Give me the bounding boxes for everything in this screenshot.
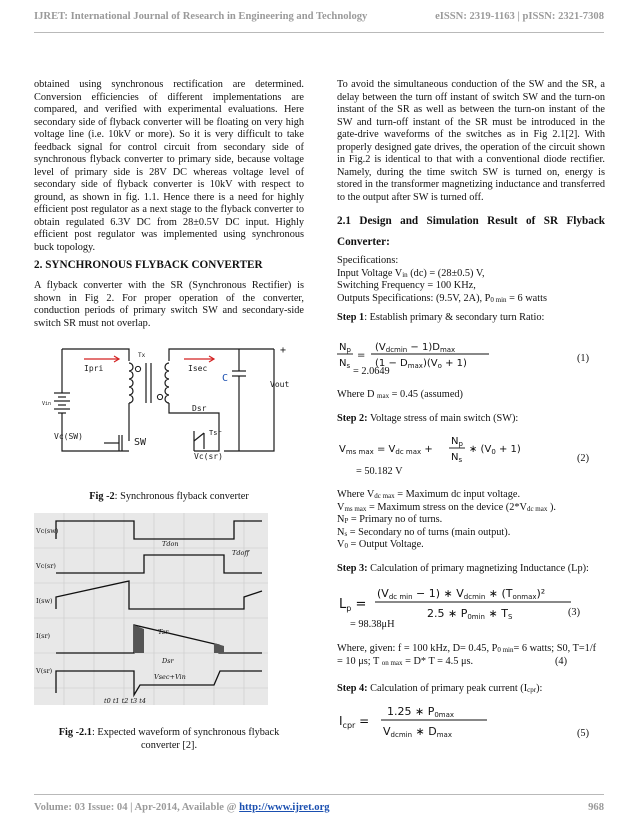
coil-dot-primary bbox=[135, 366, 140, 371]
svg-text:∗ (V0 + 1): ∗ $(V_0 + 1)$ bbox=[469, 444, 521, 456]
svg-text:(Vdc min − 1) ∗ Vdcmin ∗ (Tonm: (Vdc min − 1) ∗ Vdcmin ∗ (Tonmax)² bbox=[377, 587, 546, 601]
svg-text:Icpr =: $I_{cpr}$ = bbox=[339, 714, 370, 730]
vcsr-label: Vc(sr) bbox=[194, 452, 223, 461]
footer-volume: Volume: 03 Issue: 04 | Apr-2014, Available @ http://www.ijret.org bbox=[34, 802, 330, 813]
ipri-label: Ipri bbox=[84, 364, 104, 373]
fig2-caption-text: : Synchronous flyback converter bbox=[114, 491, 249, 502]
svg-text:Vms max = Vdc max +: $V_{ms max} = V_{dc max}$ + bbox=[339, 444, 433, 456]
dsr-wave-label: Dsr bbox=[162, 657, 174, 665]
where-vdc: Where $V_{dc max}$ = Maximum dc input voltage. bbox=[337, 489, 521, 500]
svg-text:Lp =: $L_p$ = bbox=[339, 597, 367, 613]
row-label-2: I(sw) bbox=[36, 597, 53, 605]
eq2-number: (2) bbox=[577, 453, 590, 464]
tx-label: Tx bbox=[138, 352, 146, 359]
fig21-caption bbox=[48, 727, 290, 752]
svg-text:Np: $N_p$ bbox=[451, 436, 463, 448]
row-label-1: Vc(sr) bbox=[36, 562, 56, 570]
where-np: $N_P$ = Primary no of turns. bbox=[337, 514, 443, 525]
svg-text:(1 − Dmax)(Vo + 1): $(1 - D_{max})(V_o + 1)$ bbox=[375, 358, 467, 370]
svg-text:=: = bbox=[357, 350, 366, 361]
vout-label: Vout bbox=[270, 380, 290, 389]
coil-dot-secondary bbox=[157, 394, 162, 399]
time-marks: t0 t1 t2 t3 t4 bbox=[104, 697, 147, 705]
where-vms: $V_{ms max}$ = Maximum stress on the device ($2*V_{dc max}$ ). bbox=[337, 501, 556, 513]
row-label-0: Vc(sw) bbox=[36, 527, 59, 535]
tdoff-label: Tdoff bbox=[232, 549, 250, 557]
svg-text:Np: $N_p$ bbox=[339, 342, 351, 354]
where-list bbox=[337, 489, 605, 552]
spec-output: Outputs Specifications: (9.5V, 2A), $P_{0 min} = 6$ watts bbox=[337, 292, 547, 304]
journal-title: IJRET: International Journal of Research in Engineering and Technology bbox=[34, 11, 368, 22]
where-dmax: Where D $_{max}$ = 0.45 (assumed) bbox=[337, 389, 463, 400]
row-label-4: V(sr) bbox=[36, 667, 53, 675]
fig21-caption-text: : Expected waveform of synchronous flyback converter [2]. bbox=[91, 727, 280, 751]
spec-frequency: Switching Frequency = 100 KHz, bbox=[337, 280, 476, 291]
right-paragraph: To avoid the simultaneous conduction of the SW and the SR, a delay between the turn off instant of switch SW and the turn-on instant of the SR as well as between the turn-on instant of the SW and turn-off instant of the SR must be introduced in the gate-drive waveforms of the switches as in Fig 2.1[2]. With properly designed gate drives, the operation of the circuit shown in Fig.2 is identical to that with a conventional diode rectifier. Namely, during the time switch SW is turned on, energy is stored in the transformer magnetizing inductance and transferred to the output after SW is turned off. bbox=[337, 79, 605, 203]
fig2-caption bbox=[34, 491, 304, 504]
tdon-label: Tdon bbox=[162, 540, 179, 548]
spec-input: Input Voltage $V_{in}$ (dc) = (28±0.5) V, bbox=[337, 267, 485, 279]
equation-5 bbox=[337, 701, 497, 741]
current-arrows bbox=[84, 356, 214, 362]
equation-3 bbox=[337, 584, 577, 624]
specifications bbox=[337, 255, 605, 305]
footer-rule bbox=[34, 794, 604, 795]
fig21-label: Fig -2.1 bbox=[58, 727, 92, 738]
eq1-number: (1) bbox=[577, 353, 590, 364]
eq2-result: = 50.182 V bbox=[356, 466, 403, 477]
fig2-label: Fig -2 bbox=[89, 491, 115, 502]
eq5-number: (5) bbox=[577, 728, 590, 739]
header-rule bbox=[34, 32, 604, 33]
dsr-label: Dsr bbox=[192, 404, 207, 413]
intro-paragraph: obtained using synchronous rectification are determined. Conversion efficiencies of different implementations are compared, and verified with experimental evaluations. Here secondary side of flyback converter will be floating on very high voltage line (i.e. 10kV or more). So it is very difficult to take feedback signal for control circuit from secondary side of synchronous flyback converter to primary side, because voltage level of primary side is 28V DC whereas voltage level of secondary side of flyback converter is 10kV with respect to ground, as shown in fig. 1.1. Hence there is a need for highly efficient post regulator as a next stage to the flyback converter to obtain regulated 6.3V DC from 28±0.5V DC input. Highly efficient post regulator was implemented using synchronous buck topology. bbox=[34, 79, 304, 253]
svg-text:(Vdcmin − 1)Dmax: $(V_{dcmin} - 1)D_{max}$ bbox=[375, 342, 456, 354]
cap-label: C bbox=[222, 373, 229, 384]
step2-line: Step 2: Voltage stress of main switch (SW): bbox=[337, 413, 519, 424]
step4-line: Step 4: Calculation of primary peak current $(I_{cpr})$: bbox=[337, 683, 543, 694]
synchronous-flyback-circuit-figure bbox=[34, 341, 304, 461]
vsec-label: Vsec+Vin bbox=[154, 673, 186, 681]
expected-waveform-figure bbox=[34, 513, 268, 705]
running-header bbox=[34, 11, 604, 27]
where-given: Where, given: f = 100 kHz, D= 0.45, $P_{0 min}= 6$ watts; S0, T=1/f = 10 μs; T $_{on max}$ = D* T = 4.5 μs. (4) bbox=[337, 643, 597, 667]
journal-link[interactable]: http://www.ijret.org bbox=[239, 802, 330, 813]
vcsw-label: Vc(SW) bbox=[54, 432, 83, 441]
svg-text:2.5 ∗ P0min ∗ TS: 2.5 ∗ P0min ∗ TS bbox=[427, 607, 513, 621]
svg-text:Ns: $N_s$ bbox=[339, 358, 351, 370]
tsr-label: Tsr bbox=[209, 429, 222, 437]
tsr-wave-label: Tsr bbox=[158, 628, 169, 636]
spec-title: Specifications: bbox=[337, 255, 399, 266]
where-v0: $V_0$ = Output Voltage. bbox=[337, 539, 424, 550]
row-label-3: I(sr) bbox=[36, 632, 51, 640]
eq3-number: (3) bbox=[568, 607, 581, 618]
eq3-result: = 98.38μH bbox=[350, 619, 395, 630]
page-number: 968 bbox=[588, 802, 604, 813]
step1-line: Step 1: Establish primary & secondary turn Ratio: bbox=[337, 312, 545, 323]
subsection-heading: 2.1 Design and Simulation Result of SR Flyback Converter: bbox=[337, 215, 605, 248]
svg-text:Vdcmin ∗ Dmax: Vdcmin ∗ Dmax bbox=[383, 725, 452, 739]
isec-label: Isec bbox=[188, 364, 208, 373]
where-ns: $N_s$ = Secondary no of turns (main output). bbox=[337, 526, 511, 538]
section-paragraph: A flyback converter with the SR (Synchronous Rectifier) is shown in Fig 2. For proper operation of the converter, conduction periods of primary switch SW and secondary-side switch SR must not overlap. bbox=[34, 280, 304, 329]
sw-label: SW bbox=[134, 437, 147, 448]
issn-text: eISSN: 2319-1163 | pISSN: 2321-7308 bbox=[435, 11, 604, 22]
vin-label: Vin bbox=[42, 401, 52, 407]
eq1-result: = 2.0649 bbox=[353, 366, 390, 377]
equation-2 bbox=[337, 432, 537, 466]
svg-text:Ns: $N_s$ bbox=[451, 452, 463, 464]
plus-label: + bbox=[280, 345, 287, 356]
eq4-number: (4) bbox=[555, 655, 568, 667]
section-heading: 2. SYNCHRONOUS FLYBACK CONVERTER bbox=[34, 259, 263, 271]
svg-text:1.25 ∗ P0max: 1.25 ∗ P0max bbox=[387, 705, 455, 719]
step3-line: Step 3: Calculation of primary magnetizing Inductance (Lp): bbox=[337, 563, 589, 574]
